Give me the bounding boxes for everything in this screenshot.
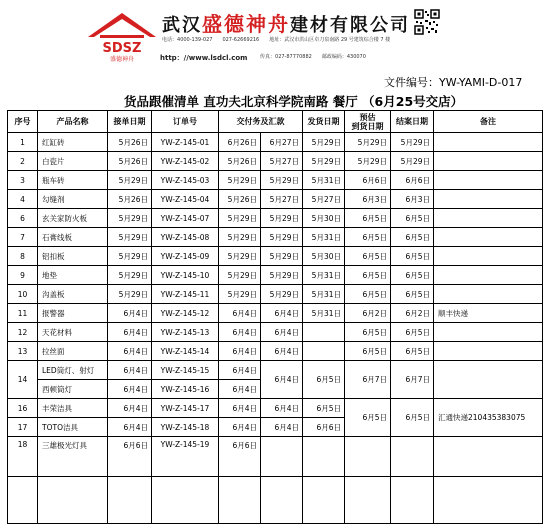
col-header-name: 产品名称 [38,111,108,133]
cell-pay-date: 5月29日 [219,266,261,285]
cell-eta-date: 6月3日 [345,190,391,209]
cell-recv-date: 6月4日 [108,418,152,437]
col-header-note: 备注 [434,111,543,133]
cell-eta-date: 6月7日 [345,361,391,399]
cell-close-date: 6月5日 [391,285,434,304]
cell-no: 6 [8,209,38,228]
cell-pay-date-2: 5月29日 [261,285,303,304]
document-number-value: YW-YAMI-D-017 [439,76,523,89]
cell-order-no: YW-Z-145-10 [152,266,219,285]
cell-note [434,190,543,209]
cell-recv-date: 5月29日 [108,266,152,285]
cell-eta-date: 5月29日 [345,152,391,171]
address-label: 地址： [269,37,285,43]
cell-pay-date: 5月29日 [219,247,261,266]
cell-empty [391,477,434,524]
cell-order-no: YW-Z-145-14 [152,342,219,361]
cell-recv-date: 6月4日 [108,342,152,361]
cell-no: 13 [8,342,38,361]
cell-eta-date: 6月5日 [345,285,391,304]
cell-recv-date: 5月29日 [108,285,152,304]
qr-code-icon [414,9,440,35]
cell-order-no: YW-Z-145-09 [152,247,219,266]
phone-label: 电话： [162,37,178,43]
cell-no: 16 [8,399,38,418]
table-row-empty [8,477,543,524]
table-row [8,266,543,285]
cell-product-name: 瓶车砖 [38,171,108,190]
cell-eta-date: 6月5日 [345,266,391,285]
cell-pay-date-2: 6月4日 [261,361,303,399]
table-row [8,361,543,380]
contact-info [162,36,412,45]
cell-pay-date: 6月4日 [219,380,261,399]
cell-pay-date-2: 5月29日 [261,247,303,266]
document-number [384,74,544,90]
cell-eta-date: 6月5日 [345,399,391,437]
cell-pay-date: 5月26日 [219,152,261,171]
cell-ship-date: 6月6日 [303,418,345,437]
cell-product-name: 拉丝面 [38,342,108,361]
cell-close-date: 5月29日 [391,133,434,152]
cell-pay-date: 6月4日 [219,323,261,342]
cell-empty [345,477,391,524]
cell-empty [261,437,303,477]
table-row [8,171,543,190]
cell-note [434,323,543,342]
cell-note [434,247,543,266]
cell-no: 18 [8,437,38,477]
cell-pay-date: 5月29日 [219,209,261,228]
cell-pay-date-2: 6月4日 [261,323,303,342]
cell-eta-date: 6月5日 [345,323,391,342]
cell-order-no: YW-Z-145-15 [152,361,219,380]
cell-note [434,228,543,247]
cell-ship-date: 5月29日 [303,133,345,152]
cell-order-no: YW-Z-145-16 [152,380,219,399]
cell-ship-date: 5月27日 [303,190,345,209]
address: 武汉市洪山区卓刀泉南路 29 号建筑综合楼 7 楼 [284,37,391,43]
cell-recv-date: 6月6日 [108,437,152,477]
cell-close-date: 6月3日 [391,190,434,209]
cell-eta-date: 6月6日 [345,171,391,190]
cell-empty [434,477,543,524]
logo-text: SDSZ [102,41,142,56]
zip: 430070 [346,54,366,60]
company-brand: 盛德神舟 [202,12,290,36]
company-suffix: 建材有限公司 [290,15,410,36]
cell-order-no: YW-Z-145-17 [152,399,219,418]
document-number-label: 文件编号： [384,76,439,89]
col-header-recv: 接单日期 [108,111,152,133]
cell-empty [38,477,108,524]
cell-recv-date: 5月26日 [108,152,152,171]
cell-product-name: 白瓷片 [38,152,108,171]
cell-no: 12 [8,323,38,342]
cell-close-date: 6月2日 [391,304,434,323]
cell-empty [108,477,152,524]
zip-label: 邮政编码： [321,54,347,60]
cell-empty [303,437,345,477]
cell-pay-date: 5月29日 [219,171,261,190]
col-header-ship: 发货日期 [303,111,345,133]
cell-product-name: LED筒灯、射灯 [38,361,108,380]
cell-order-no: YW-Z-145-13 [152,323,219,342]
cell-no: 14 [8,361,38,399]
cell-product-name: 西顿筒灯 [38,380,108,399]
cell-ship-date: 5月31日 [303,285,345,304]
cell-no: 4 [8,190,38,209]
company-prefix: 武汉 [162,15,202,36]
cell-pay-date-2: 5月29日 [261,228,303,247]
cell-pay-date-2: 5月29日 [261,266,303,285]
cell-no: 2 [8,152,38,171]
cell-empty [345,437,391,477]
cell-recv-date: 5月29日 [108,247,152,266]
cell-close-date: 6月5日 [391,209,434,228]
cell-no: 8 [8,247,38,266]
cell-close-date: 6月5日 [391,266,434,285]
cell-no: 10 [8,285,38,304]
cell-close-date: 6月6日 [391,171,434,190]
cell-eta-date: 6月5日 [345,247,391,266]
cell-empty [391,437,434,477]
cell-order-no: YW-Z-145-02 [152,152,219,171]
cell-ship-date: 5月30日 [303,247,345,266]
tracking-table [7,110,543,524]
col-header-pay: 交付务及汇款 [219,111,303,133]
cell-note [434,133,543,152]
cell-product-name: 三雄极光灯具 [38,437,108,477]
fax: 027-87770882 [275,54,312,60]
letterhead [0,0,546,70]
cell-no: 11 [8,304,38,323]
cell-product-name: 红缸砖 [38,133,108,152]
cell-pay-date-2: 5月29日 [261,171,303,190]
table-row [8,437,543,477]
table-row [8,399,543,418]
cell-ship-date [303,342,345,361]
table-row [8,323,543,342]
table-row [8,285,543,304]
cell-order-no: YW-Z-145-08 [152,228,219,247]
cell-recv-date: 5月29日 [108,228,152,247]
cell-pay-date: 6月4日 [219,399,261,418]
cell-product-name: 铝扣板 [38,247,108,266]
cell-note [434,152,543,171]
cell-no: 7 [8,228,38,247]
cell-note [434,266,543,285]
cell-note [434,209,543,228]
table-row [8,228,543,247]
cell-pay-date-2: 5月27日 [261,152,303,171]
cell-empty [8,477,38,524]
cell-ship-date: 5月31日 [303,304,345,323]
phone: 4000-139-027 [177,37,213,43]
cell-close-date: 6月7日 [391,361,434,399]
table-row [8,342,543,361]
fax-zip [260,53,510,62]
cell-pay-date-2: 6月4日 [261,399,303,418]
col-header-eta: 预估 到货日期 [345,111,391,133]
document-title: 货品跟催清单 直功夫北京科学院南路 餐厅 （6月25号交店） [124,94,464,109]
cell-note [434,285,543,304]
cell-empty [219,477,261,524]
cell-note [434,171,543,190]
cell-ship-date: 5月31日 [303,171,345,190]
fax-label: 传真： [260,54,276,60]
cell-empty [152,477,219,524]
cell-recv-date: 5月29日 [108,171,152,190]
cell-product-name: 天花材料 [38,323,108,342]
table-row [8,209,543,228]
cell-order-no: YW-Z-145-18 [152,418,219,437]
cell-order-no: YW-Z-145-04 [152,190,219,209]
cell-ship-date: 5月31日 [303,228,345,247]
table-row [8,190,543,209]
cell-product-name: 石膏线板 [38,228,108,247]
cell-recv-date: 6月4日 [108,399,152,418]
cell-order-no: YW-Z-145-19 [152,437,219,477]
cell-note: 汇通快递210435383075 [434,399,543,437]
cell-recv-date: 5月26日 [108,133,152,152]
table-row [8,304,543,323]
cell-pay-date-2: 5月27日 [261,190,303,209]
cell-close-date: 6月5日 [391,228,434,247]
cell-eta-date: 6月5日 [345,228,391,247]
cell-recv-date: 5月29日 [108,209,152,228]
table-row [8,133,543,152]
cell-product-name: TOTO洁具 [38,418,108,437]
cell-no: 1 [8,133,38,152]
cell-note [434,342,543,361]
cell-no: 17 [8,418,38,437]
cell-product-name: 地垫 [38,266,108,285]
logo-subtext: 盛德神舟 [109,56,135,63]
cell-order-no: YW-Z-145-12 [152,304,219,323]
cell-eta-date: 6月2日 [345,304,391,323]
cell-pay-date: 6月4日 [219,361,261,380]
table-row [8,247,543,266]
cell-pay-date: 6月26日 [219,133,261,152]
cell-pay-date-2: 5月29日 [261,209,303,228]
cell-pay-date: 5月26日 [219,190,261,209]
cell-product-name: 报警器 [38,304,108,323]
cell-ship-date: 6月5日 [303,399,345,418]
cell-pay-date-2: 6月4日 [261,418,303,437]
cell-ship-date: 5月30日 [303,209,345,228]
cell-empty [303,477,345,524]
website: http：//www.lsdcl.com [160,54,248,62]
col-header-order: 订单号 [152,111,219,133]
cell-order-no: YW-Z-145-11 [152,285,219,304]
table-row [8,152,543,171]
cell-pay-date: 6月4日 [219,304,261,323]
col-header-no: 序号 [8,111,38,133]
cell-ship-date: 5月31日 [303,266,345,285]
cell-eta-date: 6月5日 [345,342,391,361]
cell-note [434,361,543,399]
table-header-row [8,111,543,133]
cell-recv-date: 6月4日 [108,380,152,399]
cell-empty [434,437,543,477]
cell-product-name: 玄关家防火板 [38,209,108,228]
cell-product-name: 丰荣洁具 [38,399,108,418]
cell-note: 顺丰快递 [434,304,543,323]
cell-pay-date: 5月29日 [219,228,261,247]
cell-pay-date: 6月4日 [219,418,261,437]
cell-close-date: 6月5日 [391,247,434,266]
cell-close-date: 6月5日 [391,323,434,342]
company-name [162,8,410,36]
cell-order-no: YW-Z-145-07 [152,209,219,228]
cell-pay-date-2: 6月27日 [261,133,303,152]
cell-no: 9 [8,266,38,285]
cell-product-name: 沟盖板 [38,285,108,304]
cell-ship-date: 6月5日 [303,361,345,399]
cell-recv-date: 5月26日 [108,190,152,209]
cell-empty [261,477,303,524]
cell-order-no: YW-Z-145-03 [152,171,219,190]
cell-pay-date: 6月6日 [219,437,261,477]
cell-no: 3 [8,171,38,190]
cell-recv-date: 6月4日 [108,304,152,323]
cell-ship-date: 5月29日 [303,152,345,171]
cell-pay-date: 6月4日 [219,342,261,361]
cell-pay-date-2: 6月4日 [261,304,303,323]
cell-pay-date: 5月29日 [219,285,261,304]
cell-order-no: YW-Z-145-01 [152,133,219,152]
cell-eta-date: 6月5日 [345,209,391,228]
cell-close-date: 6月5日 [391,399,434,437]
cell-product-name: 勾缝剂 [38,190,108,209]
cell-recv-date: 6月4日 [108,361,152,380]
col-header-close: 结案日期 [391,111,434,133]
cell-recv-date: 6月4日 [108,323,152,342]
phone2: 027-62669216 [222,37,260,43]
cell-close-date: 6月5日 [391,342,434,361]
cell-pay-date-2: 6月4日 [261,342,303,361]
company-logo [86,11,158,63]
cell-close-date: 5月29日 [391,152,434,171]
cell-ship-date [303,323,345,342]
cell-eta-date: 5月29日 [345,133,391,152]
